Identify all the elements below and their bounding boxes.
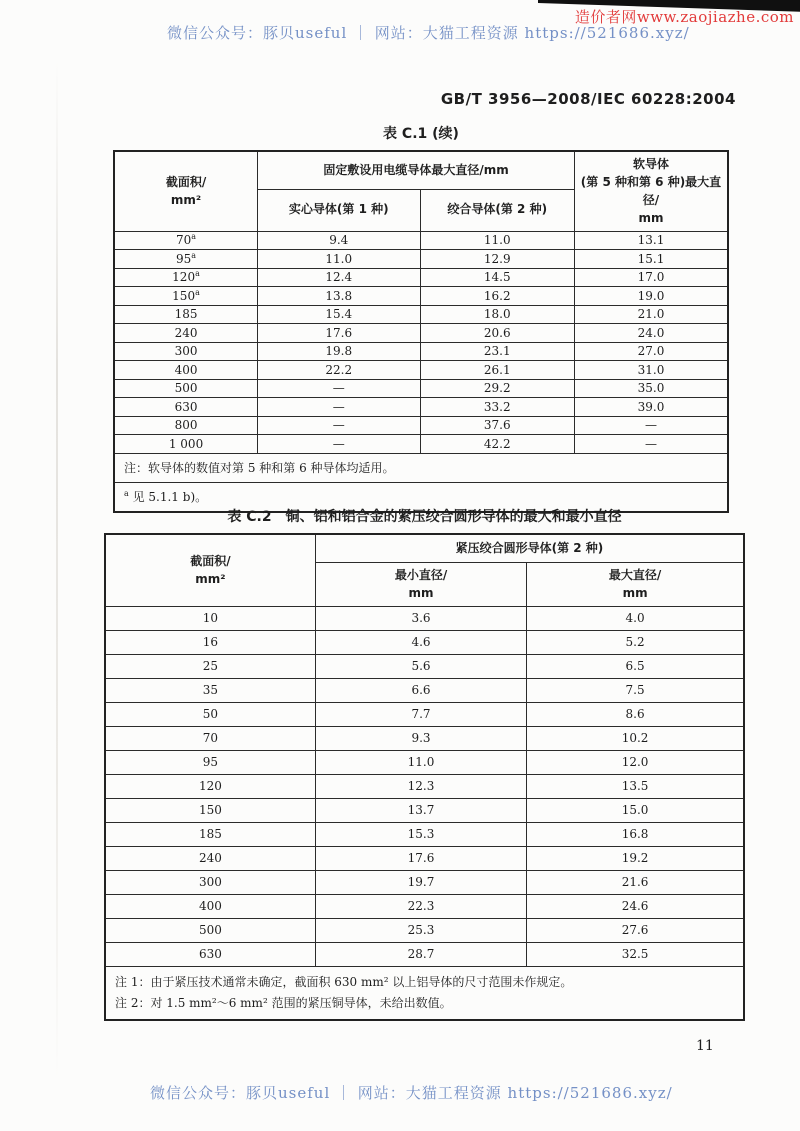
table-cell: 22.3 [315,894,526,918]
table-cell: 800 [114,416,258,435]
table-cell: 19.8 [258,342,420,361]
table-cell: 21.6 [527,870,744,894]
c2-notes [105,966,744,1020]
table-cell: 240 [105,846,315,870]
table-cell: 10.2 [527,726,744,750]
table-cell: 13.7 [315,798,526,822]
header-channel-text: 微信公众号：豚贝useful ｜ 网站：大猫工程资源 https://521686.xyz/ [167,24,690,42]
table-cell: — [258,435,420,454]
table-cell: 33.2 [420,398,574,417]
table-cell: 7.5 [527,678,744,702]
table-cell: 630 [114,398,258,417]
table-row [114,435,728,454]
table-cell: — [258,379,420,398]
table-row [105,726,744,750]
footnote-marker: a [195,269,200,279]
standard-number: GB/T 3956—2008/IEC 60228:2004 [440,90,736,108]
c1-body [114,231,728,453]
table-cell: 29.2 [420,379,574,398]
c1-note: 注：软导体的数值对第 5 种和第 6 种导体均适用。 [114,453,728,482]
table-cell: 22.2 [258,361,420,380]
footnote-marker: a [191,232,197,242]
table-cell: — [258,398,420,417]
table-cell: 42.2 [420,435,574,454]
c2-header-compacted-group: 紧压绞合圆形导体(第 2 种) [315,534,744,562]
table-cell: 35.0 [574,379,728,398]
table-cell: 20.6 [420,324,574,343]
table-cell: 13.5 [527,774,744,798]
table-cell: 26.1 [420,361,574,380]
table-cell: 31.0 [574,361,728,380]
c2-body [105,606,744,966]
table-cell: 37.6 [420,416,574,435]
table-cell: 11.0 [420,231,574,250]
table-cell: 13.8 [258,287,420,306]
table-row [114,398,728,417]
table-cell: 19.0 [574,287,728,306]
table-cell: — [258,416,420,435]
c2-note2: 注 2：对 1.5 mm²～6 mm² 范围的紧压铜导体，未给出数值。 [115,995,452,1010]
table-cell: 185 [114,305,258,324]
table-cell: 12.3 [315,774,526,798]
table-row [105,678,744,702]
table-cell: 27.6 [527,918,744,942]
c2-header-min: 最小直径/ mm [315,562,526,606]
c1-header-solid: 实心导体(第 1 种) [258,189,420,231]
table-cell: 120 [105,774,315,798]
table-row [114,324,728,343]
table-row [114,287,728,306]
table-cell: 185 [105,822,315,846]
table-row [105,606,744,630]
table-cell: — [574,416,728,435]
table-row [105,654,744,678]
table-cell: 15.3 [315,822,526,846]
table-row [105,774,744,798]
table-cell: 11.0 [258,250,420,269]
table-row [105,870,744,894]
table-cell: 95 [105,750,315,774]
table-cell: 6.6 [315,678,526,702]
table-cell: 5.2 [527,630,744,654]
c1-header-stranded: 绞合导体(第 2 种) [420,189,574,231]
table-cell: 19.2 [527,846,744,870]
table-cell: 120$^a$ [114,268,258,287]
table-cell: 240 [114,324,258,343]
table-cell: 3.6 [315,606,526,630]
footnote-marker: a [195,287,200,297]
table-c2-section [104,506,745,1021]
table-row [114,342,728,361]
scan-artifact-left-line [56,60,58,1080]
table-row [105,846,744,870]
table-row [105,822,744,846]
c1-note-row [114,453,728,482]
table-cell: 12.9 [420,250,574,269]
c1-header-flexible: 软导体 (第 5 种和第 6 种)最大直径/ mm [574,151,728,231]
c2-header-max: 最大直径/ mm [527,562,744,606]
table-cell: 15.0 [527,798,744,822]
table-row [114,379,728,398]
table-cell: 150 [105,798,315,822]
table-c1-section [113,123,729,513]
watermark-site-red: 造价者网www.zaojiazhe.com [574,8,794,26]
table-row [105,918,744,942]
table-row [105,894,744,918]
table-row [114,268,728,287]
table-cell: 24.6 [527,894,744,918]
table-cell: 12.4 [258,268,420,287]
table-cell: 10 [105,606,315,630]
table-row [114,305,728,324]
table-cell: 500 [114,379,258,398]
table-row [105,942,744,966]
table-cell: 21.0 [574,305,728,324]
table-cell: 11.0 [315,750,526,774]
table-row [105,630,744,654]
table-cell: 400 [114,361,258,380]
table-c1 [113,150,729,513]
table-cell: 9.3 [315,726,526,750]
table-c2 [104,533,745,1021]
page-number: 11 [696,1038,714,1054]
table-row [114,361,728,380]
table-cell: 16.2 [420,287,574,306]
table-cell: — [574,435,728,454]
table-c1-title: 表 C.1 (续) [383,126,459,142]
table-cell: 630 [105,942,315,966]
table-cell: 17.6 [258,324,420,343]
table-cell: 17.6 [315,846,526,870]
table-row [105,702,744,726]
table-cell: 1 000 [114,435,258,454]
table-cell: 15.1 [574,250,728,269]
table-cell: 5.6 [315,654,526,678]
table-row [114,231,728,250]
table-row [114,416,728,435]
table-row [105,750,744,774]
table-cell: 39.0 [574,398,728,417]
table-cell: 70$^a$ [114,231,258,250]
table-cell: 25 [105,654,315,678]
table-cell: 23.1 [420,342,574,361]
table-cell: 150$^a$ [114,287,258,306]
table-cell: 12.0 [527,750,744,774]
table-cell: 25.3 [315,918,526,942]
table-cell: 6.5 [527,654,744,678]
table-cell: 300 [114,342,258,361]
table-row [114,250,728,269]
table-cell: 500 [105,918,315,942]
c2-note1: 注 1：由于紧压技术通常未确定，截面积 630 mm² 以上铝导体的尺寸范围未作规定。 [115,975,573,990]
table-cell: 400 [105,894,315,918]
table-cell: 18.0 [420,305,574,324]
table-cell: 28.7 [315,942,526,966]
table-cell: 95$^a$ [114,250,258,269]
table-cell: 14.5 [420,268,574,287]
table-cell: 9.4 [258,231,420,250]
table-cell: 70 [105,726,315,750]
table-cell: 32.5 [527,942,744,966]
table-cell: 4.0 [527,606,744,630]
c1-header-fixed-group: 固定敷设用电缆导体最大直径/mm [258,151,575,189]
table-cell: 27.0 [574,342,728,361]
footer-channel-text: 微信公众号：豚贝useful ｜ 网站：大猫工程资源 https://521686.xyz/ [150,1084,673,1102]
table-cell: 24.0 [574,324,728,343]
table-cell: 16.8 [527,822,744,846]
c2-header-area: 截面积/ mm² [105,534,315,606]
table-cell: 19.7 [315,870,526,894]
table-cell: 13.1 [574,231,728,250]
footnote-marker: a [191,250,197,260]
table-c2-title: 表 C.2 铜、铝和铝合金的紧压绞合圆形导体的最大和最小直径 [227,509,622,525]
table-cell: 4.6 [315,630,526,654]
c1-header-area: 截面积/ mm² [114,151,258,231]
table-cell: 35 [105,678,315,702]
table-cell: 8.6 [527,702,744,726]
table-cell: 7.7 [315,702,526,726]
c1-footnote: $^a$ 见 5.1.1 b)。 [114,482,728,512]
table-row [105,798,744,822]
table-cell: 15.4 [258,305,420,324]
table-cell: 300 [105,870,315,894]
table-cell: 17.0 [574,268,728,287]
c2-notes-row [105,966,744,1020]
table-cell: 50 [105,702,315,726]
table-cell: 16 [105,630,315,654]
